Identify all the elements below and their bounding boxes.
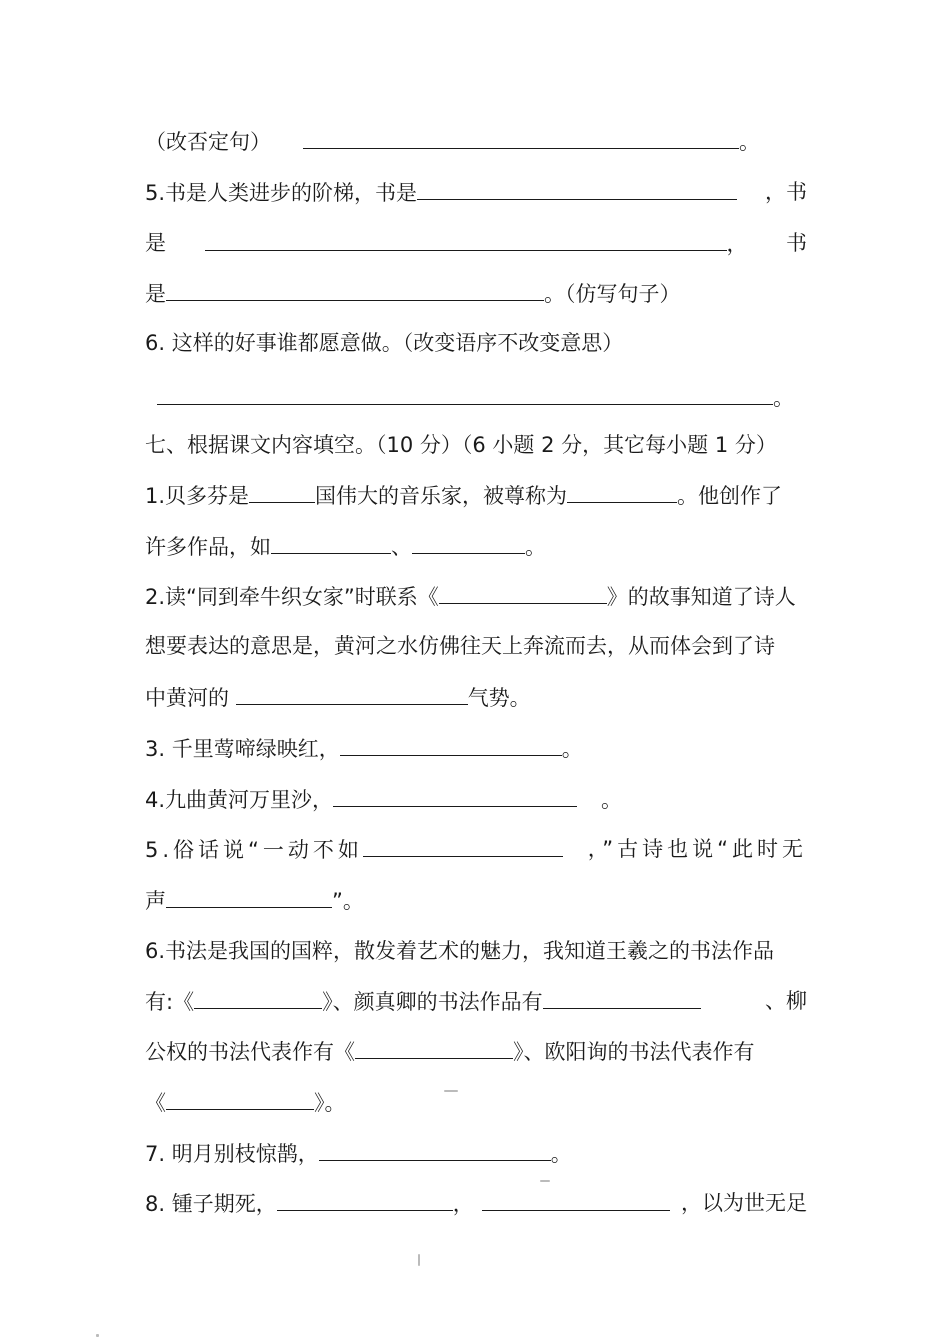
- punctuation: 。: [773, 386, 794, 410]
- fill-q2-line-1: [145, 581, 807, 611]
- answer-blank[interactable]: [166, 885, 332, 908]
- question-text: 想要表达的意思是，黄河之水仿佛往天上奔流而去，从而体会到了诗: [145, 634, 775, 658]
- q5-line-1: [145, 177, 807, 207]
- punctuation: 。: [525, 535, 546, 559]
- q6-answer-line: [145, 382, 807, 412]
- punctuation: 。: [550, 1142, 572, 1166]
- q5-line-3: [145, 278, 807, 308]
- question-text: 、柳: [765, 989, 807, 1013]
- instruction-text: （改否定句）: [145, 130, 271, 154]
- question-text: 6.书法是我国的国粹，散发着艺术的魅力，我知道王羲之的书法作品: [145, 939, 775, 963]
- question-text: 3. 千里莺啼绿映红，: [145, 737, 340, 761]
- fill-q8-line: [145, 1188, 807, 1218]
- scan-speck: [418, 1254, 420, 1266]
- question-text: 是: [145, 231, 166, 255]
- answer-blank[interactable]: [412, 531, 525, 554]
- question-text: 书: [786, 231, 807, 255]
- rewrite-negative-line: [145, 126, 807, 156]
- fill-q2-line-3: [145, 682, 807, 712]
- question-text: 声: [145, 889, 166, 913]
- question-text: 8. 锺子期死，: [145, 1192, 277, 1216]
- question-text: 2.读“同到牵牛织女家”时联系《: [145, 585, 439, 609]
- answer-blank[interactable]: [333, 784, 577, 807]
- punctuation: 》。: [314, 1091, 346, 1115]
- scan-speck: [444, 1090, 458, 1092]
- punctuation: 。: [601, 788, 623, 812]
- answer-blank[interactable]: [417, 177, 737, 200]
- question-text: 。他创作了: [677, 484, 783, 508]
- question-text: 5.俗话说“一动不如: [145, 838, 363, 862]
- question-text: 1.贝多芬是: [145, 484, 250, 508]
- answer-blank[interactable]: [355, 1036, 513, 1059]
- question-text: 气势。: [467, 686, 531, 710]
- fill-q6-line-1: [145, 936, 807, 966]
- scan-speck: [540, 1180, 550, 1182]
- answer-blank[interactable]: [567, 480, 677, 503]
- punctuation: 《: [145, 1091, 166, 1115]
- punctuation: 。: [739, 130, 760, 154]
- punctuation: 。: [561, 737, 583, 761]
- punctuation: ，: [452, 1192, 474, 1216]
- answer-blank[interactable]: [236, 682, 468, 705]
- question-text: 公权的书法代表作有《: [145, 1040, 355, 1064]
- question-text: 》、欧阳询的书法代表作有: [513, 1040, 755, 1064]
- question-text: 是: [145, 282, 166, 306]
- answer-blank[interactable]: [166, 1087, 314, 1110]
- answer-blank[interactable]: [363, 834, 563, 857]
- fill-q1-line-1: [145, 480, 807, 510]
- question-text: 4.九曲黄河万里沙，: [145, 788, 334, 812]
- answer-blank[interactable]: [543, 986, 701, 1009]
- fill-q6-line-4: [145, 1087, 807, 1117]
- question-text: 5.书是人类进步的阶梯，书是: [145, 181, 418, 205]
- question-text: 中黄河的: [145, 686, 236, 710]
- fill-q6-line-2: [145, 986, 807, 1016]
- answer-blank[interactable]: [340, 733, 562, 756]
- section-seven-heading: [145, 430, 807, 460]
- punctuation: ，: [726, 232, 748, 256]
- question-text: ，书: [765, 180, 807, 204]
- answer-blank[interactable]: [439, 581, 607, 604]
- fill-q5-line-2: [145, 885, 807, 915]
- answer-blank[interactable]: [166, 278, 544, 301]
- question-text: 许多作品，如: [145, 535, 271, 559]
- question-text: 7. 明月别枝惊鹊，: [145, 1142, 319, 1166]
- fill-q2-line-2: [145, 631, 807, 661]
- answer-blank[interactable]: [194, 986, 322, 1009]
- punctuation: 、: [391, 535, 412, 559]
- question-text: 有:《: [145, 990, 195, 1014]
- q5-line-2: [145, 228, 807, 258]
- question-text: ，”古诗也说“此时无: [587, 837, 807, 861]
- question-text: 》的故事知道了诗人: [606, 585, 796, 609]
- answer-blank[interactable]: [319, 1138, 551, 1161]
- question-text: 国伟大的音乐家，被尊称为: [315, 484, 568, 508]
- question-text: ，以为世无足: [681, 1191, 807, 1215]
- punctuation: ”。: [332, 889, 364, 913]
- q6-line: [145, 328, 807, 358]
- answer-blank[interactable]: [482, 1188, 670, 1211]
- fill-q1-line-2: [145, 531, 807, 561]
- answer-blank[interactable]: [271, 531, 391, 554]
- fill-q7-line: [145, 1138, 807, 1168]
- fill-q4-line: [145, 784, 807, 814]
- fill-q5-line-1: [145, 834, 807, 864]
- answer-blank[interactable]: [157, 382, 773, 405]
- fill-q3-line: [145, 733, 807, 763]
- answer-blank[interactable]: [205, 228, 727, 251]
- answer-blank[interactable]: [303, 126, 739, 149]
- answer-blank[interactable]: [249, 480, 315, 503]
- question-text: 》、颜真卿的书法作品有: [322, 990, 543, 1014]
- fill-q6-line-3: [145, 1036, 807, 1066]
- section-title: 七、根据课文内容填空。（10 分）（6 小题 2 分，其它每小题 1 分）: [145, 433, 777, 457]
- instruction-text: 。（仿写句子）: [544, 282, 681, 306]
- answer-blank[interactable]: [277, 1188, 453, 1211]
- scan-speck: [96, 1334, 99, 1337]
- question-text: 6. 这样的好事谁都愿意做。（改变语序不改变意思）: [145, 331, 624, 355]
